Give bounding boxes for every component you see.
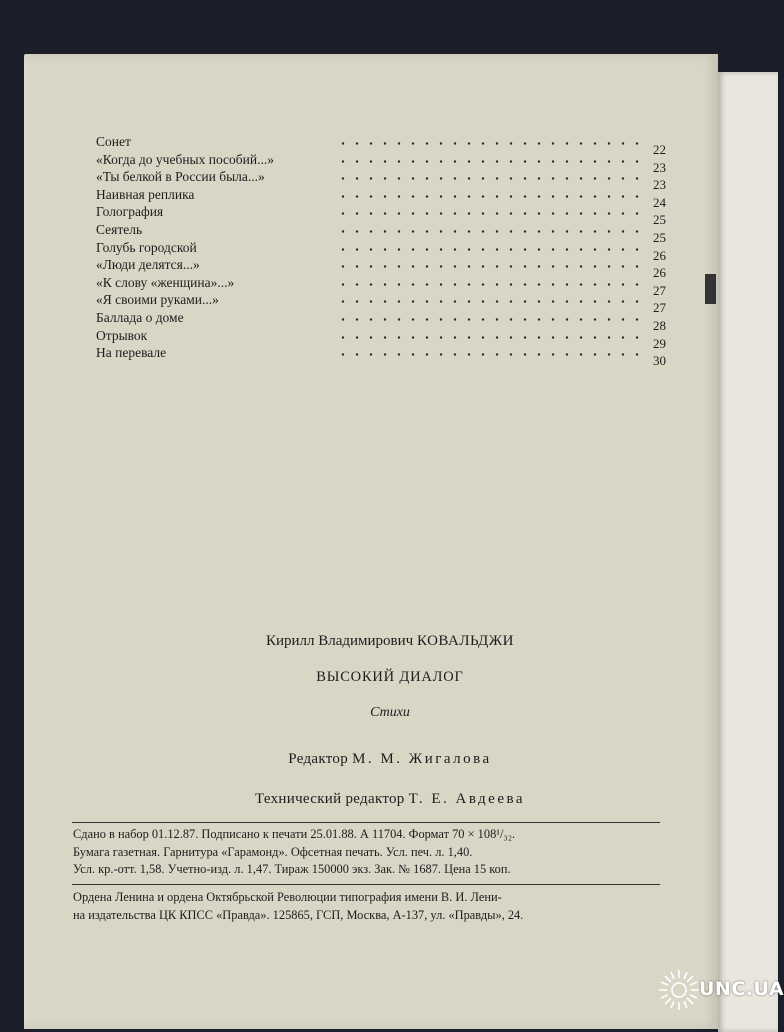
toc-entry-title: «Люди делятся...» bbox=[96, 257, 200, 273]
printer-block bbox=[73, 889, 673, 924]
toc-entry-page: 26 bbox=[653, 247, 666, 263]
author-name bbox=[120, 633, 660, 650]
toc-entry-title: Сонет bbox=[96, 134, 131, 149]
toc-entry-title: Отрывок bbox=[96, 327, 148, 343]
toc-entry-page: 22 bbox=[653, 142, 666, 157]
table-of-contents bbox=[96, 133, 666, 369]
toc-leader-dots bbox=[336, 248, 644, 251]
toc-leader-dots bbox=[336, 195, 644, 198]
toc-entry-title: «К слову «женщина»...» bbox=[96, 274, 235, 290]
toc-entry-title: Наивная реплика bbox=[96, 186, 195, 202]
toc-leader-dots bbox=[336, 142, 644, 145]
toc-entry bbox=[96, 186, 666, 210]
toc-entry bbox=[96, 309, 666, 333]
toc-entry bbox=[96, 344, 666, 369]
toc-entry-page: 23 bbox=[653, 177, 666, 193]
facing-page bbox=[718, 72, 778, 1032]
toc-entry bbox=[96, 327, 666, 351]
toc-entry bbox=[96, 168, 666, 193]
toc-entry bbox=[96, 203, 666, 228]
toc-leader-dots bbox=[336, 300, 644, 303]
imprint-top-rule bbox=[72, 822, 660, 823]
toc-entry-page: 26 bbox=[653, 265, 666, 281]
tech-editor-credit bbox=[120, 791, 660, 808]
toc-entry-title: Голубь городской bbox=[96, 239, 197, 255]
editor-credit bbox=[120, 751, 660, 768]
toc-entry-title: «Когда до учебных пособий...» bbox=[96, 151, 274, 167]
printer-line: Ордена Ленина и ордена Октябрьской Революции типография имени В. И. Лени- bbox=[73, 890, 502, 904]
toc-entry bbox=[96, 274, 666, 298]
page-tab-marker bbox=[705, 274, 716, 304]
tech-editor-name: Т. Е. Авдеева bbox=[408, 791, 526, 807]
watermark-text: UNC.UA bbox=[699, 978, 784, 1000]
toc-entry bbox=[96, 133, 666, 157]
toc-entry-title: Сеятель bbox=[96, 221, 143, 237]
toc-leader-dots bbox=[336, 230, 644, 233]
toc-entry-title: Баллада о доме bbox=[96, 309, 184, 325]
sun-logo-icon bbox=[657, 968, 701, 1012]
toc-leader-dots bbox=[336, 212, 644, 215]
author-surname: КОВАЛЬДЖИ bbox=[416, 633, 515, 649]
toc-leader-dots bbox=[336, 160, 644, 163]
imprint-line: Усл. кр.-отт. 1,58. Учетно-изд. л. 1,47. Тираж 150000 экз. Зак. № 1687. Цена 15 коп. bbox=[73, 862, 511, 876]
toc-entry-page: 30 bbox=[653, 353, 666, 369]
toc-entry-page: 25 bbox=[653, 212, 666, 228]
toc-leader-dots bbox=[336, 265, 644, 268]
toc-leader-dots bbox=[336, 318, 644, 321]
author-first-names: Кирилл Владимирович bbox=[265, 633, 414, 649]
imprint-block bbox=[73, 826, 673, 879]
imprint-line: Сдано в набор 01.12.87. Подписано к печати 25.01.88. А 11704. Формат 70 × 108¹/₃₂. bbox=[73, 827, 516, 841]
editor-name: М. М. Жигалова bbox=[352, 751, 492, 767]
toc-entry bbox=[96, 221, 666, 245]
editor-label: Редактор bbox=[288, 751, 349, 767]
toc-entry-page: 28 bbox=[653, 317, 666, 333]
book-genre: Стихи bbox=[370, 705, 410, 720]
watermark bbox=[657, 966, 784, 1016]
toc-leader-dots bbox=[336, 353, 644, 356]
printer-line: на издательства ЦК КПСС «Правда». 125865, ГСП, Москва, А-137, ул. «Правды», 24. bbox=[73, 907, 524, 922]
imprint-middle-rule bbox=[72, 884, 660, 885]
toc-leader-dots bbox=[336, 336, 644, 339]
toc-entry bbox=[96, 291, 666, 316]
imprint-line: Бумага газетная. Гарнитура «Гарамонд». Офсетная печать. Усл. печ. л. 1,40. bbox=[73, 844, 473, 859]
toc-entry-page: 27 bbox=[653, 282, 666, 298]
toc-entry bbox=[96, 256, 666, 281]
toc-entry-title: «Ты белкой в России была...» bbox=[96, 169, 265, 185]
book-title: ВЫСОКИЙ ДИАЛОГ bbox=[316, 669, 464, 685]
toc-entry-page: 27 bbox=[653, 300, 666, 316]
toc-entry-title: На перевале bbox=[96, 345, 167, 361]
toc-entry-page: 25 bbox=[653, 229, 666, 245]
toc-leader-dots bbox=[336, 283, 644, 286]
toc-entry-title: Голография bbox=[96, 204, 164, 220]
toc-entry bbox=[96, 151, 666, 175]
toc-entry bbox=[96, 239, 666, 263]
toc-entry-page: 29 bbox=[653, 335, 666, 351]
toc-entry-page: 23 bbox=[653, 159, 666, 175]
toc-entry-title: «Я своими руками...» bbox=[96, 292, 219, 308]
toc-entry-page: 24 bbox=[653, 194, 666, 210]
toc-leader-dots bbox=[336, 177, 644, 180]
tech-editor-label: Технический редактор bbox=[254, 791, 405, 807]
